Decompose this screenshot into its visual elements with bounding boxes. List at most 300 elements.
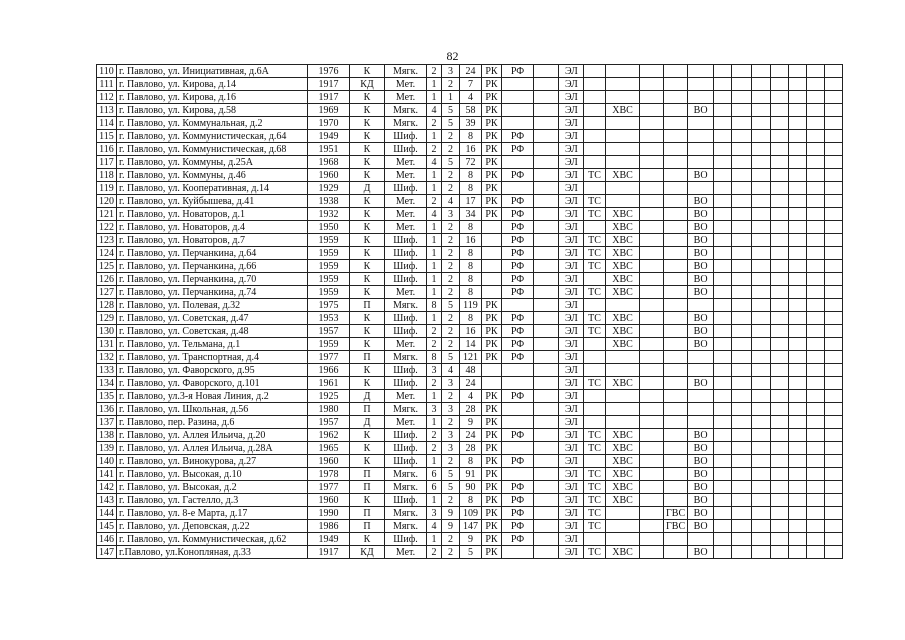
cell-col-20: [752, 273, 771, 286]
cell-hot-water: [664, 546, 688, 559]
cell-col-18: [714, 299, 732, 312]
cell-address: г. Павлово, ул. Коммунальная, д.2: [117, 117, 308, 130]
cell-entrances: 3: [442, 377, 460, 390]
cell-col-21: [771, 247, 789, 260]
cell-rf: РФ: [502, 312, 534, 325]
cell-year-built: 1990: [308, 507, 350, 520]
cell-rf: РФ: [502, 169, 534, 182]
table-row: [97, 78, 843, 91]
cell-row-number: 126: [97, 273, 117, 286]
cell-rf: РФ: [502, 481, 534, 494]
cell-col-20: [752, 221, 771, 234]
cell-col-18: [714, 169, 732, 182]
cell-roof-type: Мет.: [385, 390, 427, 403]
table-row: [97, 104, 843, 117]
cell-col-24: [825, 247, 843, 260]
cell-apartments: 5: [460, 546, 482, 559]
cell-col-20: [752, 117, 771, 130]
cell-row-number: 130: [97, 325, 117, 338]
cell-wall-material: Д: [350, 182, 385, 195]
cell-extra: [534, 299, 559, 312]
cell-floors: 2: [427, 143, 442, 156]
cell-floors: 2: [427, 325, 442, 338]
page-number: 82: [446, 49, 459, 63]
cell-col-22: [789, 377, 807, 390]
cell-extra: [534, 221, 559, 234]
cell-floors: 1: [427, 130, 442, 143]
cell-col-19: [732, 182, 752, 195]
cell-rf: РФ: [502, 247, 534, 260]
cell-heating: [584, 364, 606, 377]
cell-apartments: 72: [460, 156, 482, 169]
cell-entrances: 3: [442, 429, 460, 442]
cell-wall-material: К: [350, 429, 385, 442]
cell-floors: 1: [427, 182, 442, 195]
cell-col-19: [732, 195, 752, 208]
cell-heating: ТС: [584, 520, 606, 533]
cell-address: г. Павлово, ул. Перчанкина, д.64: [117, 247, 308, 260]
cell-col-24: [825, 130, 843, 143]
cell-electricity: ЭЛ: [559, 351, 584, 364]
cell-entrances: 5: [442, 117, 460, 130]
cell-electricity: ЭЛ: [559, 286, 584, 299]
table-row: [97, 208, 843, 221]
cell-electricity: ЭЛ: [559, 455, 584, 468]
cell-col-15: [640, 494, 664, 507]
cell-year-built: 1980: [308, 403, 350, 416]
cell-col-15: [640, 442, 664, 455]
cell-extra: [534, 403, 559, 416]
cell-heating: [584, 91, 606, 104]
cell-col-19: [732, 208, 752, 221]
cell-col-20: [752, 520, 771, 533]
cell-col-19: [732, 156, 752, 169]
cell-col-20: [752, 494, 771, 507]
cell-apartments: 16: [460, 143, 482, 156]
cell-col-23: [807, 416, 825, 429]
cell-year-built: 1960: [308, 494, 350, 507]
cell-col-23: [807, 455, 825, 468]
cell-hot-water: [664, 195, 688, 208]
cell-sewerage: [688, 156, 714, 169]
cell-col-23: [807, 299, 825, 312]
cell-apartments: 24: [460, 377, 482, 390]
cell-col-18: [714, 247, 732, 260]
cell-extra: [534, 533, 559, 546]
cell-wall-material: К: [350, 455, 385, 468]
cell-hot-water: [664, 130, 688, 143]
cell-wall-material: К: [350, 117, 385, 130]
cell-year-built: 1976: [308, 65, 350, 78]
cell-col-20: [752, 338, 771, 351]
housing-registry-table: [96, 64, 843, 559]
cell-rf: [502, 416, 534, 429]
cell-cold-water: ХВС: [606, 377, 640, 390]
cell-row-number: 132: [97, 351, 117, 364]
cell-rf: [502, 104, 534, 117]
cell-col-21: [771, 403, 789, 416]
cell-col-20: [752, 169, 771, 182]
cell-col-21: [771, 273, 789, 286]
cell-floors: 8: [427, 299, 442, 312]
cell-col-21: [771, 481, 789, 494]
cell-address: г. Павлово, ул. Кирова, д.16: [117, 91, 308, 104]
cell-hot-water: [664, 117, 688, 130]
cell-wall-material: П: [350, 481, 385, 494]
cell-hot-water: [664, 299, 688, 312]
cell-cold-water: [606, 182, 640, 195]
cell-extra: [534, 325, 559, 338]
cell-rk: РК: [482, 520, 502, 533]
cell-cold-water: ХВС: [606, 325, 640, 338]
cell-address: г. Павлово, ул. Коммуны, д.25А: [117, 156, 308, 169]
cell-col-24: [825, 312, 843, 325]
cell-year-built: 1960: [308, 169, 350, 182]
cell-address: г. Павлово, ул. Инициативная, д.6А: [117, 65, 308, 78]
cell-row-number: 116: [97, 143, 117, 156]
cell-wall-material: П: [350, 351, 385, 364]
cell-wall-material: К: [350, 364, 385, 377]
cell-roof-type: Шиф.: [385, 143, 427, 156]
cell-year-built: 1959: [308, 260, 350, 273]
cell-year-built: 1949: [308, 533, 350, 546]
cell-year-built: 1917: [308, 546, 350, 559]
cell-sewerage: [688, 533, 714, 546]
cell-col-21: [771, 156, 789, 169]
table-row: [97, 377, 843, 390]
cell-col-19: [732, 364, 752, 377]
cell-col-22: [789, 442, 807, 455]
cell-hot-water: [664, 455, 688, 468]
cell-wall-material: П: [350, 403, 385, 416]
cell-col-18: [714, 520, 732, 533]
cell-row-number: 112: [97, 91, 117, 104]
cell-hot-water: [664, 442, 688, 455]
cell-apartments: 14: [460, 338, 482, 351]
cell-sewerage: ВО: [688, 520, 714, 533]
table-row: [97, 520, 843, 533]
cell-year-built: 1932: [308, 208, 350, 221]
cell-year-built: 1917: [308, 91, 350, 104]
cell-wall-material: КД: [350, 546, 385, 559]
cell-col-20: [752, 546, 771, 559]
cell-electricity: ЭЛ: [559, 442, 584, 455]
cell-cold-water: [606, 364, 640, 377]
cell-entrances: 3: [442, 442, 460, 455]
cell-electricity: ЭЛ: [559, 91, 584, 104]
cell-sewerage: [688, 351, 714, 364]
cell-apartments: 8: [460, 130, 482, 143]
cell-col-15: [640, 247, 664, 260]
cell-apartments: 9: [460, 533, 482, 546]
cell-entrances: 2: [442, 533, 460, 546]
cell-heating: [584, 104, 606, 117]
cell-col-19: [732, 65, 752, 78]
cell-col-15: [640, 403, 664, 416]
cell-wall-material: К: [350, 130, 385, 143]
cell-heating: ТС: [584, 325, 606, 338]
cell-heating: [584, 65, 606, 78]
cell-extra: [534, 442, 559, 455]
cell-year-built: 1959: [308, 338, 350, 351]
cell-col-22: [789, 364, 807, 377]
cell-col-15: [640, 455, 664, 468]
cell-wall-material: К: [350, 234, 385, 247]
cell-col-24: [825, 78, 843, 91]
cell-extra: [534, 195, 559, 208]
table-row: [97, 195, 843, 208]
cell-apartments: 48: [460, 364, 482, 377]
cell-col-21: [771, 312, 789, 325]
cell-col-22: [789, 494, 807, 507]
cell-entrances: 2: [442, 221, 460, 234]
cell-roof-type: Шиф.: [385, 247, 427, 260]
cell-col-20: [752, 325, 771, 338]
cell-col-19: [732, 403, 752, 416]
cell-col-23: [807, 533, 825, 546]
cell-sewerage: [688, 65, 714, 78]
cell-row-number: 137: [97, 416, 117, 429]
cell-entrances: 3: [442, 208, 460, 221]
cell-col-23: [807, 130, 825, 143]
cell-entrances: 4: [442, 364, 460, 377]
cell-col-20: [752, 208, 771, 221]
cell-col-15: [640, 520, 664, 533]
cell-apartments: 119: [460, 299, 482, 312]
cell-entrances: 2: [442, 182, 460, 195]
cell-hot-water: [664, 208, 688, 221]
cell-col-23: [807, 403, 825, 416]
cell-wall-material: К: [350, 65, 385, 78]
cell-roof-type: Мет.: [385, 416, 427, 429]
cell-row-number: 118: [97, 169, 117, 182]
cell-col-18: [714, 325, 732, 338]
cell-entrances: 2: [442, 338, 460, 351]
cell-col-24: [825, 208, 843, 221]
cell-col-24: [825, 65, 843, 78]
cell-floors: 4: [427, 520, 442, 533]
cell-col-19: [732, 221, 752, 234]
cell-col-24: [825, 442, 843, 455]
cell-sewerage: ВО: [688, 507, 714, 520]
cell-roof-type: Шиф.: [385, 312, 427, 325]
cell-floors: 4: [427, 156, 442, 169]
cell-cold-water: ХВС: [606, 169, 640, 182]
cell-col-19: [732, 78, 752, 91]
cell-cold-water: [606, 299, 640, 312]
cell-row-number: 111: [97, 78, 117, 91]
cell-col-22: [789, 286, 807, 299]
cell-entrances: 3: [442, 65, 460, 78]
cell-col-22: [789, 429, 807, 442]
cell-rf: РФ: [502, 65, 534, 78]
cell-col-24: [825, 429, 843, 442]
cell-hot-water: [664, 169, 688, 182]
cell-col-22: [789, 390, 807, 403]
cell-sewerage: ВО: [688, 377, 714, 390]
cell-col-21: [771, 533, 789, 546]
cell-electricity: ЭЛ: [559, 533, 584, 546]
cell-heating: [584, 403, 606, 416]
cell-electricity: ЭЛ: [559, 234, 584, 247]
cell-col-22: [789, 338, 807, 351]
cell-col-22: [789, 312, 807, 325]
cell-heating: ТС: [584, 169, 606, 182]
cell-col-21: [771, 78, 789, 91]
cell-floors: 3: [427, 364, 442, 377]
cell-apartments: 90: [460, 481, 482, 494]
cell-year-built: 1925: [308, 390, 350, 403]
cell-address: г. Павлово, ул. Кирова, д.14: [117, 78, 308, 91]
cell-col-22: [789, 403, 807, 416]
cell-electricity: ЭЛ: [559, 65, 584, 78]
cell-address: г. Павлово, ул. Советская, д.48: [117, 325, 308, 338]
cell-apartments: 24: [460, 429, 482, 442]
cell-col-22: [789, 91, 807, 104]
cell-apartments: 58: [460, 104, 482, 117]
cell-col-22: [789, 156, 807, 169]
cell-col-23: [807, 208, 825, 221]
cell-year-built: 1949: [308, 130, 350, 143]
cell-rf: РФ: [502, 234, 534, 247]
cell-col-19: [732, 377, 752, 390]
cell-wall-material: К: [350, 247, 385, 260]
cell-apartments: 121: [460, 351, 482, 364]
cell-col-20: [752, 260, 771, 273]
cell-col-20: [752, 507, 771, 520]
cell-wall-material: КД: [350, 78, 385, 91]
cell-col-24: [825, 351, 843, 364]
cell-col-22: [789, 260, 807, 273]
cell-extra: [534, 286, 559, 299]
cell-extra: [534, 208, 559, 221]
cell-col-21: [771, 325, 789, 338]
cell-sewerage: ВО: [688, 338, 714, 351]
cell-electricity: ЭЛ: [559, 403, 584, 416]
cell-col-18: [714, 65, 732, 78]
cell-extra: [534, 169, 559, 182]
cell-cold-water: ХВС: [606, 273, 640, 286]
cell-col-24: [825, 494, 843, 507]
cell-col-23: [807, 117, 825, 130]
cell-sewerage: ВО: [688, 442, 714, 455]
cell-col-15: [640, 208, 664, 221]
cell-wall-material: П: [350, 468, 385, 481]
cell-rk: [482, 377, 502, 390]
cell-roof-type: Шиф.: [385, 429, 427, 442]
cell-year-built: 1957: [308, 416, 350, 429]
cell-col-18: [714, 442, 732, 455]
cell-hot-water: [664, 143, 688, 156]
table-row: [97, 299, 843, 312]
cell-row-number: 143: [97, 494, 117, 507]
cell-col-22: [789, 195, 807, 208]
cell-col-15: [640, 195, 664, 208]
cell-col-19: [732, 468, 752, 481]
cell-col-18: [714, 481, 732, 494]
cell-wall-material: Д: [350, 390, 385, 403]
cell-address: г.Павлово, ул.Конопляная, д.33: [117, 546, 308, 559]
cell-address: г. Павлово, ул. Новаторов, д.1: [117, 208, 308, 221]
cell-floors: 1: [427, 312, 442, 325]
cell-heating: ТС: [584, 260, 606, 273]
cell-col-24: [825, 507, 843, 520]
cell-heating: ТС: [584, 481, 606, 494]
cell-extra: [534, 351, 559, 364]
cell-wall-material: К: [350, 533, 385, 546]
cell-address: г. Павлово, ул. Школьная, д.56: [117, 403, 308, 416]
cell-col-18: [714, 351, 732, 364]
cell-col-21: [771, 351, 789, 364]
cell-col-21: [771, 416, 789, 429]
table-row: [97, 156, 843, 169]
cell-apartments: 147: [460, 520, 482, 533]
cell-col-20: [752, 143, 771, 156]
cell-address: г. Павлово, ул. 8-е Марта, д.17: [117, 507, 308, 520]
cell-roof-type: Мет.: [385, 156, 427, 169]
cell-year-built: 1965: [308, 442, 350, 455]
cell-rf: РФ: [502, 143, 534, 156]
cell-electricity: ЭЛ: [559, 325, 584, 338]
cell-heating: ТС: [584, 195, 606, 208]
cell-extra: [534, 273, 559, 286]
cell-cold-water: [606, 416, 640, 429]
cell-apartments: 8: [460, 182, 482, 195]
cell-roof-type: Шиф.: [385, 130, 427, 143]
cell-col-22: [789, 351, 807, 364]
cell-hot-water: [664, 338, 688, 351]
cell-row-number: 115: [97, 130, 117, 143]
cell-row-number: 117: [97, 156, 117, 169]
cell-cold-water: [606, 117, 640, 130]
cell-apartments: 8: [460, 273, 482, 286]
cell-col-20: [752, 390, 771, 403]
cell-col-15: [640, 377, 664, 390]
cell-entrances: 2: [442, 247, 460, 260]
cell-year-built: 1969: [308, 104, 350, 117]
cell-cold-water: ХВС: [606, 455, 640, 468]
cell-col-23: [807, 234, 825, 247]
cell-rk: РК: [482, 338, 502, 351]
cell-col-20: [752, 195, 771, 208]
cell-rk: РК: [482, 429, 502, 442]
cell-hot-water: [664, 390, 688, 403]
cell-col-21: [771, 117, 789, 130]
cell-electricity: ЭЛ: [559, 156, 584, 169]
cell-heating: [584, 78, 606, 91]
cell-floors: 1: [427, 260, 442, 273]
cell-rk: РК: [482, 455, 502, 468]
cell-col-15: [640, 260, 664, 273]
cell-col-24: [825, 156, 843, 169]
cell-sewerage: [688, 390, 714, 403]
cell-col-23: [807, 429, 825, 442]
table-row: [97, 481, 843, 494]
cell-floors: 1: [427, 494, 442, 507]
cell-roof-type: Мягк.: [385, 117, 427, 130]
cell-roof-type: Шиф.: [385, 325, 427, 338]
cell-address: г. Павлово, ул. Коммуны, д.46: [117, 169, 308, 182]
cell-heating: [584, 455, 606, 468]
cell-sewerage: ВО: [688, 455, 714, 468]
cell-electricity: ЭЛ: [559, 169, 584, 182]
cell-col-21: [771, 520, 789, 533]
cell-heating: ТС: [584, 442, 606, 455]
cell-address: г. Павлово, ул. Аллея Ильича, д.28А: [117, 442, 308, 455]
cell-rk: РК: [482, 117, 502, 130]
cell-col-15: [640, 312, 664, 325]
cell-roof-type: Мягк.: [385, 507, 427, 520]
